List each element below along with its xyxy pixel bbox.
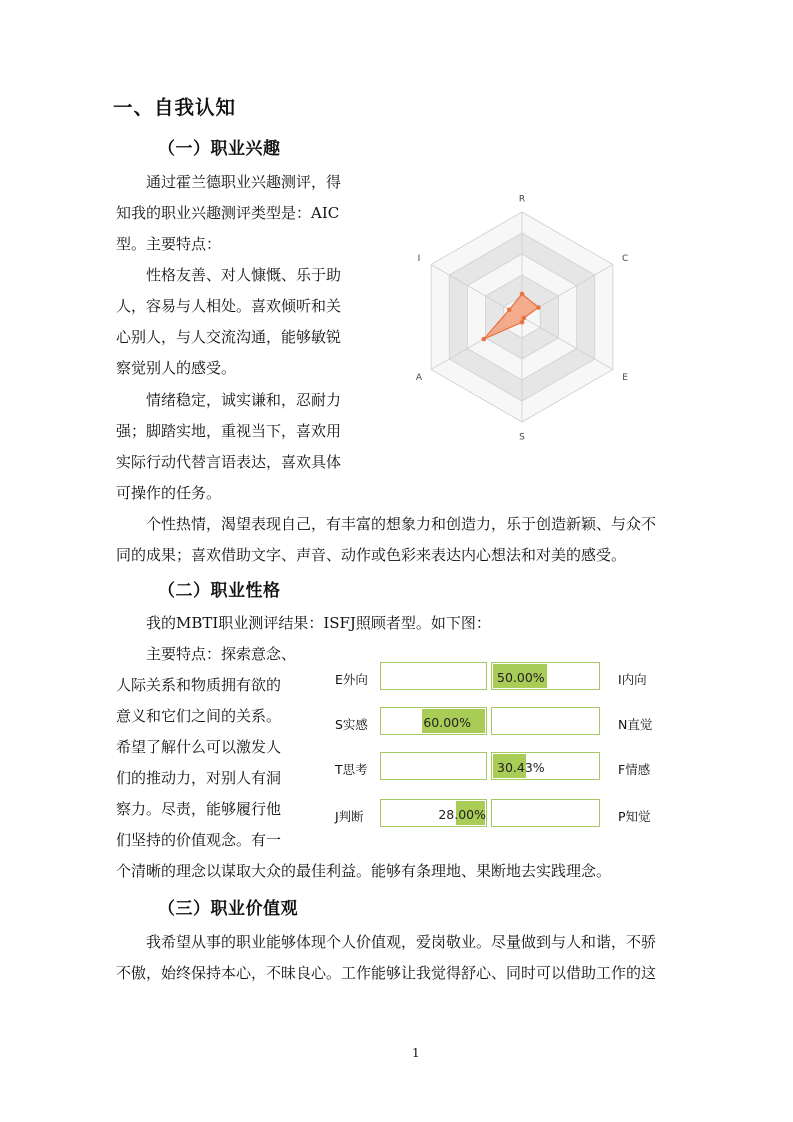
paragraph-line: 可操作的任务。	[116, 484, 222, 502]
paragraph-line: 个清晰的理念以谋取大众的最佳利益。能够有条理地、果断地去实践理念。	[116, 862, 612, 880]
mbti-row	[300, 707, 720, 737]
section-title-personality: （二）职业性格	[158, 581, 281, 601]
paragraph-line: 察觉别人的感受。	[116, 359, 237, 377]
paragraph-line: 察力。尽责，能够履行他	[116, 800, 282, 818]
main-heading: 一、自我认知	[113, 96, 237, 119]
radar-axis-label: C	[621, 254, 629, 264]
paragraph-line: 我的MBTI职业测评结果：ISFJ照顾者型。如下图：	[146, 614, 491, 632]
radar-data-point	[482, 337, 487, 342]
radar-axis-label: I	[417, 254, 421, 264]
radar-axis-label: R	[518, 194, 526, 205]
paragraph-line: 实际行动代替言语表达，喜欢具体	[116, 453, 342, 471]
paragraph-line: 通过霍兰德职业兴趣测评，得	[146, 173, 342, 191]
paragraph-line: 我希望从事的职业能够体现个人价值观，爱岗敬业。尽量做到与人和谐，不骄	[146, 933, 657, 951]
paragraph-line: 强；脚踏实地，重视当下，喜欢用	[116, 422, 342, 440]
section-title-interest: （一）职业兴趣	[158, 139, 281, 159]
mbti-right-label: P知觉	[618, 809, 651, 824]
paragraph-line: 个性热情，渴望表现自己，有丰富的想象力和创造力，乐于创造新颖、与众不	[146, 515, 657, 533]
paragraph-line: 希望了解什么可以激发人	[116, 738, 282, 756]
mbti-row	[300, 752, 720, 782]
paragraph-line: 性格友善、对人慷慨、乐于助	[146, 266, 342, 284]
radar-data-point	[522, 316, 527, 321]
radar-data-point	[520, 320, 525, 325]
radar-axis-label: S	[519, 432, 525, 443]
mbti-percent-label: 30.43%	[497, 760, 545, 775]
mbti-right-label: N直觉	[618, 717, 653, 732]
mbti-right-label: I内向	[618, 672, 647, 687]
radar-data-point	[536, 305, 541, 310]
paragraph-line: 们的推动力，对别人有洞	[116, 769, 282, 787]
section-title-values: （三）职业价值观	[158, 899, 298, 919]
mbti-right-box	[491, 707, 600, 735]
mbti-right-box	[491, 662, 600, 690]
radar-data-point	[507, 307, 512, 312]
mbti-percent-label: 60.00%	[423, 715, 471, 730]
paragraph-line: 意义和它们之间的关系。	[116, 707, 282, 725]
mbti-percent-label: 50.00%	[497, 670, 545, 685]
page-number: 1	[412, 1046, 420, 1060]
paragraph-line: 心别人，与人交流沟通，能够敏锐	[116, 328, 342, 346]
mbti-left-label: J判断	[335, 809, 364, 824]
mbti-left-box	[380, 752, 487, 780]
mbti-right-box	[491, 752, 600, 780]
paragraph-line: 们坚持的价值观念。有一	[116, 831, 282, 849]
holland-radar-chart	[395, 180, 650, 455]
radar-data-point	[520, 292, 525, 297]
mbti-right-box	[491, 799, 600, 827]
radar-axis-label: E	[622, 373, 628, 383]
mbti-left-box	[380, 799, 487, 827]
mbti-left-label: E外向	[335, 672, 368, 687]
mbti-bar-chart	[300, 655, 720, 835]
paragraph-line: 情绪稳定，诚实谦和，忍耐力	[146, 391, 342, 409]
mbti-left-label: T思考	[335, 762, 368, 777]
mbti-left-box	[380, 707, 487, 735]
paragraph-line: 不傲，始终保持本心，不昧良心。工作能够让我觉得舒心、同时可以借助工作的这	[116, 964, 657, 982]
mbti-percent-label: 28.00%	[438, 807, 486, 822]
paragraph-line: 主要特点：探索意念、	[146, 645, 297, 663]
mbti-left-box	[380, 662, 487, 690]
paragraph-line: 人际关系和物质拥有欲的	[116, 676, 282, 694]
paragraph-line: 人，容易与人相处。喜欢倾听和关	[116, 297, 342, 315]
mbti-left-label: S实感	[335, 717, 368, 732]
paragraph-line: 型。主要特点：	[116, 235, 222, 253]
radar-axis-label: A	[415, 373, 422, 383]
mbti-row	[300, 799, 720, 829]
paragraph-line: 知我的职业兴趣测评类型是：AIC	[116, 204, 340, 222]
mbti-right-label: F情感	[618, 762, 651, 777]
mbti-row	[300, 662, 720, 692]
paragraph-line: 同的成果；喜欢借助文字、声音、动作或色彩来表达内心想法和对美的感受。	[116, 546, 627, 564]
